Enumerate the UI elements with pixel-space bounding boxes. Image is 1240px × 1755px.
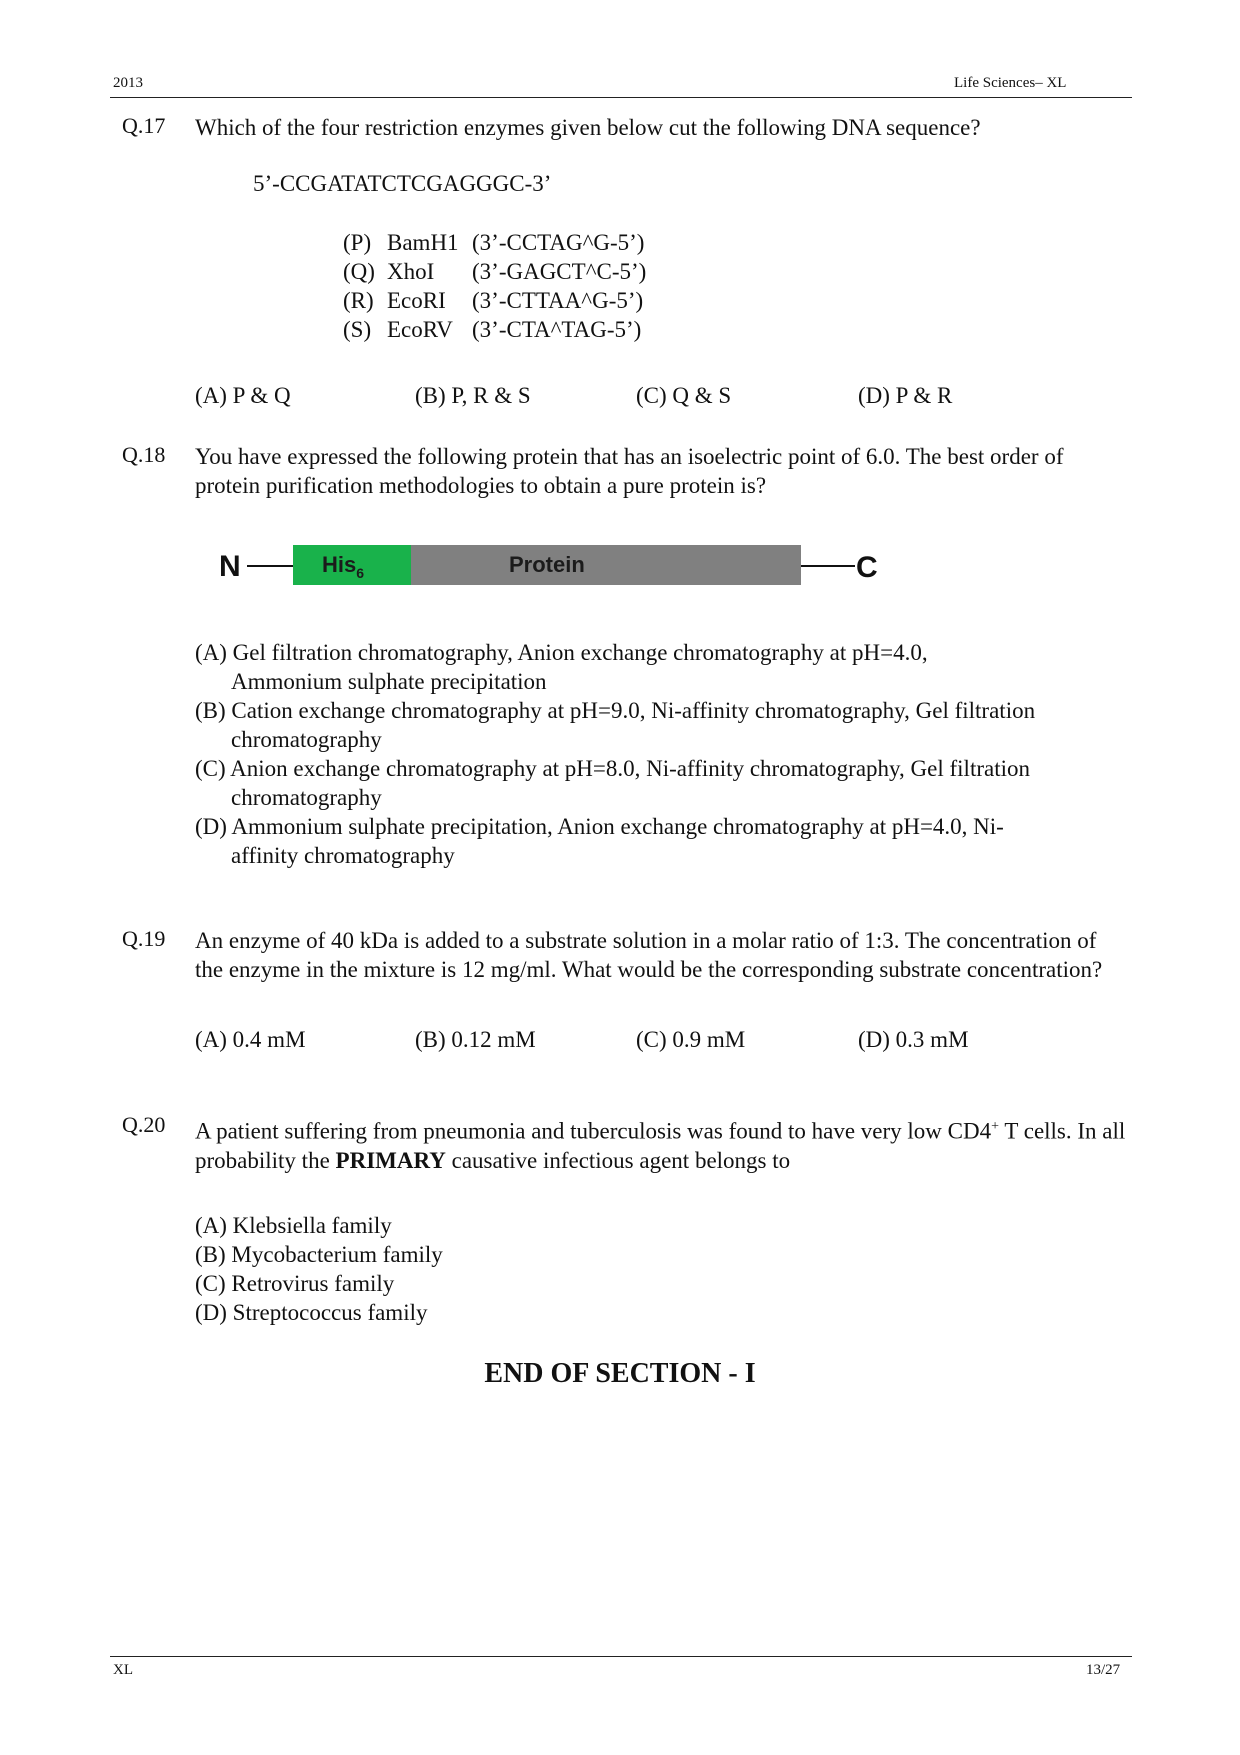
c-terminus-label: C [856,551,878,584]
footer-code: XL [113,1662,133,1678]
q20-options [195,1211,1135,1327]
his6-tag-label: His$_6$ [322,552,365,581]
q20-option-c: (C) Retrovirus family [195,1271,395,1296]
q17-enzyme-q: (Q) XhoI (3’-GAGCT^C-5’) [343,259,647,284]
end-of-section-heading: END OF SECTION - I [484,1358,756,1389]
q18-option-b: (B) Cation exchange chromatography at pH=9.0, Ni-affinity chromatography, Gel filtration chromatography [195,698,1036,752]
q17-option-d: (D) P & R [858,383,953,408]
q18-option-c: (C) Anion exchange chromatography at pH=8.0, Ni-affinity chromatography, Gel filtration chromatography [195,756,1030,810]
q17-enzyme-p: (P) BamH1 (3’-CCTAG^G-5’) [343,230,645,255]
protein-block-label: Protein [509,552,585,577]
q20-text: A patient suffering from pneumonia and tuberculosis was found to have very low CD4+ T cells. In all probability the PRIMARY causative infectious agent belongs to [195,1118,1126,1173]
q19-number: Q.19 [122,926,166,951]
q19-option-b: (B) 0.12 mM [415,1027,536,1052]
footer-rule [110,1656,1132,1657]
q17-text: Which of the four restriction enzymes given below cut the following DNA sequence? [195,115,981,140]
q17-number: Q.17 [122,113,166,138]
q20-option-d: (D) Streptococcus family [195,1300,428,1325]
protein-construct-diagram [215,537,895,604]
footer-page-number: 13/27 [1086,1662,1121,1678]
q17-option-c: (C) Q & S [636,383,732,408]
q19-option-d: (D) 0.3 mM [858,1027,969,1052]
n-terminus-label: N [219,550,241,583]
q20-option-a: (A) Klebsiella family [195,1213,392,1238]
q17-option-b: (B) P, R & S [415,383,531,408]
q18-option-d: (D) Ammonium sulphate precipitation, Anion exchange chromatography at pH=4.0, Ni- affinity chromatography [195,814,1004,868]
q20-option-b: (B) Mycobacterium family [195,1242,443,1267]
header-subject: Life Sciences– XL [954,75,1067,91]
header-year: 2013 [113,75,143,91]
primary-emphasis: PRIMARY [335,1147,446,1173]
q18-text: You have expressed the following protein that has an isoelectric point of 6.0. The best order of protein purification methodologies to obtain a pure protein is? [195,444,1064,498]
q18-option-a: (A) Gel filtration chromatography, Anion exchange chromatography at pH=4.0, Ammonium sulphate precipitation [195,640,928,694]
q19-text: An enzyme of 40 kDa is added to a substrate solution in a molar ratio of 1:3. The concentration of the enzyme in the mixture is 12 mg/ml. What would be the corresponding substrate concentration? [195,928,1103,982]
header-rule [110,97,1132,98]
q19-option-c: (C) 0.9 mM [636,1027,746,1052]
q20-number: Q.20 [122,1112,166,1137]
protein-block [411,545,801,585]
q17-enzyme-s: (S) EcoRV (3’-CTA^TAG-5’) [343,317,642,342]
q17-dna-sequence: 5’-CCGATATCTCGAGGGC-3’ [253,171,552,196]
q18-options [195,638,1135,870]
q18-number: Q.18 [122,442,166,467]
q17-enzyme-r: (R) EcoRI (3’-CTTAA^G-5’) [343,288,644,313]
q17-enzyme-list [343,228,646,344]
q19-option-a: (A) 0.4 mM [195,1027,306,1052]
q17-option-a: (A) P & Q [195,383,291,408]
